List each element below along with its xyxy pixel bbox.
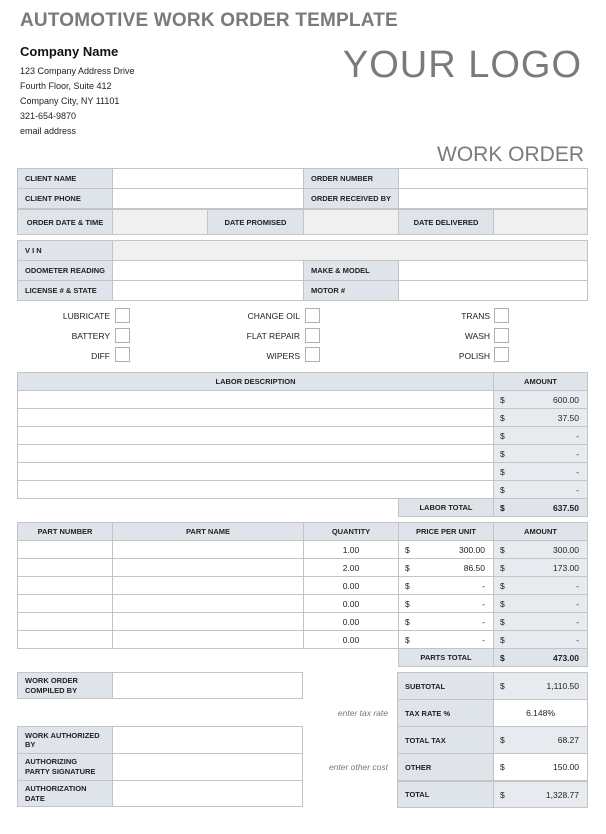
parts-amount-cell — [493, 558, 588, 577]
labor-description-row[interactable] — [17, 426, 494, 445]
service-change-oil-checkbox[interactable] — [305, 308, 320, 323]
parts-total-label: PARTS TOTAL — [398, 648, 494, 667]
signature-field[interactable] — [112, 753, 303, 781]
part-number-field[interactable] — [17, 576, 113, 595]
client-phone-field[interactable] — [112, 188, 304, 209]
parts-amount: - — [576, 580, 579, 591]
odometer-label: ODOMETER READING — [17, 260, 113, 281]
odometer-field[interactable] — [112, 260, 304, 281]
compiled-by-label-line1: WORK ORDER — [25, 675, 78, 685]
price-per-unit-field[interactable] — [398, 630, 494, 649]
service-battery-label: BATTERY — [71, 331, 110, 341]
labor-amount: 600.00 — [553, 394, 579, 405]
address-line-1: 123 Company Address Drive — [20, 66, 135, 76]
currency-symbol: $ — [500, 394, 505, 405]
labor-description-row[interactable] — [17, 462, 494, 481]
parts-total-value: 473.00 — [553, 652, 579, 663]
part-name-field[interactable] — [112, 558, 304, 577]
labor-description-row[interactable] — [17, 444, 494, 463]
order-date-time-label: ORDER DATE & TIME — [17, 208, 113, 235]
authorization-date-field[interactable] — [112, 780, 303, 807]
currency-symbol: $ — [500, 789, 505, 800]
labor-description-row[interactable] — [17, 480, 494, 499]
parts-amount: 173.00 — [553, 562, 579, 573]
price-value: - — [482, 616, 485, 627]
part-name-field[interactable] — [112, 540, 304, 559]
service-wash-label: WASH — [464, 331, 490, 341]
price-per-unit-field[interactable] — [398, 576, 494, 595]
quantity-field[interactable]: 0.00 — [303, 612, 399, 631]
parts-amount: - — [576, 598, 579, 609]
quantity-field[interactable]: 2.00 — [303, 558, 399, 577]
date-delivered-field[interactable] — [493, 208, 588, 235]
price-per-unit-field[interactable] — [398, 612, 494, 631]
authorized-by-field[interactable] — [112, 726, 303, 754]
part-name-field[interactable] — [112, 576, 304, 595]
signature-label-line1: AUTHORIZING — [25, 757, 78, 766]
date-promised-label: DATE PROMISED — [207, 208, 304, 235]
part-number-field[interactable] — [17, 540, 113, 559]
motor-field[interactable] — [398, 280, 588, 301]
total-cell — [493, 780, 588, 808]
price-value: 86.50 — [463, 562, 485, 573]
parts-amount-header: AMOUNT — [493, 522, 588, 541]
currency-symbol: $ — [500, 448, 505, 459]
price-per-unit-field[interactable] — [398, 558, 494, 577]
total-value: 1,328.77 — [545, 789, 579, 800]
service-diff-checkbox[interactable] — [115, 347, 130, 362]
labor-amount-header: AMOUNT — [493, 372, 588, 391]
labor-description-row[interactable] — [17, 408, 494, 427]
currency-symbol: $ — [500, 430, 505, 441]
total-label: TOTAL — [397, 780, 494, 808]
compiled-by-label — [17, 672, 113, 699]
service-flat-repair-label: FLAT REPAIR — [246, 331, 300, 341]
currency-symbol: $ — [500, 652, 505, 663]
date-delivered-label: DATE DELIVERED — [398, 208, 494, 235]
service-battery-checkbox[interactable] — [115, 328, 130, 343]
client-phone-label: CLIENT PHONE — [17, 188, 113, 209]
service-wipers-checkbox[interactable] — [305, 347, 320, 362]
license-state-label: LICENSE # & STATE — [17, 280, 113, 301]
quantity-field[interactable]: 1.00 — [303, 540, 399, 559]
labor-total-value: 637.50 — [553, 502, 579, 513]
part-name-field[interactable] — [112, 612, 304, 631]
company-email: email address — [20, 126, 77, 136]
signature-label-line2: PARTY SIGNATURE — [25, 767, 96, 776]
authorization-date-label — [17, 780, 113, 807]
price-value: - — [482, 580, 485, 591]
compiled-by-field[interactable] — [112, 672, 303, 699]
authorized-by-label: WORK AUTHORIZED BY — [17, 726, 113, 754]
company-phone: 321-654-9870 — [20, 111, 77, 121]
work-order-heading: WORK ORDER — [437, 143, 584, 166]
currency-symbol: $ — [500, 634, 505, 645]
labor-amount: - — [576, 430, 579, 441]
labor-amount-cell — [493, 426, 588, 445]
quantity-field[interactable]: 0.00 — [303, 630, 399, 649]
labor-amount: - — [576, 466, 579, 477]
compiled-by-label-line2: COMPILED BY — [25, 685, 78, 695]
price-per-unit-header: PRICE PER UNIT — [398, 522, 494, 541]
labor-amount-cell — [493, 408, 588, 427]
other-value: 150.00 — [553, 762, 579, 772]
currency-symbol: $ — [405, 634, 410, 645]
part-number-field[interactable] — [17, 594, 113, 613]
currency-symbol: $ — [500, 616, 505, 627]
currency-symbol: $ — [500, 412, 505, 423]
labor-amount: - — [576, 448, 579, 459]
labor-total-label: LABOR TOTAL — [398, 498, 494, 517]
service-change-oil-label: CHANGE OIL — [247, 311, 300, 321]
service-wash-checkbox[interactable] — [494, 328, 509, 343]
price-value: 300.00 — [459, 544, 485, 555]
parts-amount-cell — [493, 576, 588, 595]
labor-amount-cell — [493, 390, 588, 409]
currency-symbol: $ — [500, 681, 505, 691]
part-number-header: PART NUMBER — [17, 522, 113, 541]
subtotal-cell — [493, 672, 588, 700]
part-name-header: PART NAME — [112, 522, 304, 541]
service-trans-label: TRANS — [461, 311, 490, 321]
labor-amount: 37.50 — [557, 412, 579, 423]
license-state-field[interactable] — [112, 280, 304, 301]
price-per-unit-field[interactable] — [398, 594, 494, 613]
part-number-field[interactable] — [17, 630, 113, 649]
labor-description-header: LABOR DESCRIPTION — [17, 372, 494, 391]
authorization-date-label-line1: AUTHORIZATION — [25, 783, 87, 793]
labor-description-row[interactable] — [17, 390, 494, 409]
service-polish-checkbox[interactable] — [494, 347, 509, 362]
address-city: Company City, NY 11101 — [20, 96, 120, 106]
currency-symbol: $ — [500, 580, 505, 591]
service-diff-label: DIFF — [91, 351, 110, 361]
currency-symbol: $ — [500, 598, 505, 609]
authorization-date-label-line2: DATE — [25, 793, 45, 803]
currency-symbol: $ — [500, 502, 505, 513]
currency-symbol: $ — [405, 562, 410, 573]
part-number-field[interactable] — [17, 612, 113, 631]
price-value: - — [482, 634, 485, 645]
make-model-label: MAKE & MODEL — [303, 260, 399, 281]
tax-rate-label: TAX RATE % — [397, 699, 494, 727]
total-tax-label: TOTAL TAX — [397, 726, 494, 754]
parts-amount: - — [576, 634, 579, 645]
total-tax-cell — [493, 726, 588, 754]
vin-label: V I N — [17, 240, 113, 261]
labor-amount-cell — [493, 462, 588, 481]
currency-symbol: $ — [500, 484, 505, 495]
service-wipers-label: WIPERS — [266, 351, 300, 361]
labor-amount-cell — [493, 444, 588, 463]
quantity-field[interactable]: 0.00 — [303, 594, 399, 613]
quantity-header: QUANTITY — [303, 522, 399, 541]
parts-amount-cell — [493, 630, 588, 649]
parts-amount: - — [576, 616, 579, 627]
parts-amount-cell — [493, 594, 588, 613]
other-cost-hint: enter other cost — [328, 762, 388, 772]
parts-total-cell — [493, 648, 588, 667]
currency-symbol: $ — [405, 598, 410, 609]
service-lubricate-label: LUBRICATE — [62, 311, 110, 321]
parts-amount: 300.00 — [553, 544, 579, 555]
motor-label: MOTOR # — [303, 280, 399, 301]
part-name-field[interactable] — [112, 594, 304, 613]
currency-symbol: $ — [500, 466, 505, 477]
labor-amount: - — [576, 484, 579, 495]
service-flat-repair-checkbox[interactable] — [305, 328, 320, 343]
company-name: Company Name — [20, 44, 119, 59]
total-tax-value: 68.27 — [557, 735, 579, 745]
tax-rate-field[interactable]: 6.148% — [493, 699, 588, 727]
part-number-field[interactable] — [17, 558, 113, 577]
currency-symbol: $ — [500, 544, 505, 555]
currency-symbol: $ — [500, 735, 505, 745]
price-value: - — [482, 598, 485, 609]
client-name-label: CLIENT NAME — [17, 168, 113, 189]
service-polish-label: POLISH — [458, 351, 490, 361]
client-name-field[interactable] — [112, 168, 304, 189]
vin-field[interactable] — [112, 240, 588, 261]
currency-symbol: $ — [405, 616, 410, 627]
logo-placeholder: YOUR LOGO — [342, 44, 582, 86]
order-received-by-label: ORDER RECEIVED BY — [303, 188, 399, 209]
labor-amount-cell — [493, 480, 588, 499]
other-cost-field[interactable] — [493, 753, 588, 781]
quantity-field[interactable]: 0.00 — [303, 576, 399, 595]
currency-symbol: $ — [405, 544, 410, 555]
parts-amount-cell — [493, 540, 588, 559]
subtotal-value: 1,110.50 — [546, 681, 579, 691]
address-line-2: Fourth Floor, Suite 412 — [20, 81, 112, 91]
order-date-time-field[interactable] — [112, 208, 208, 235]
price-per-unit-field[interactable] — [398, 540, 494, 559]
currency-symbol: $ — [500, 562, 505, 573]
other-label: OTHER — [397, 753, 494, 781]
signature-label — [17, 753, 113, 781]
order-number-field[interactable] — [398, 168, 588, 189]
date-promised-field[interactable] — [303, 208, 399, 235]
service-lubricate-checkbox[interactable] — [115, 308, 130, 323]
currency-symbol: $ — [405, 580, 410, 591]
parts-amount-cell — [493, 612, 588, 631]
make-model-field[interactable] — [398, 260, 588, 281]
labor-total-cell — [493, 498, 588, 517]
order-number-label: ORDER NUMBER — [303, 168, 399, 189]
service-trans-checkbox[interactable] — [494, 308, 509, 323]
currency-symbol: $ — [500, 762, 505, 772]
subtotal-label: SUBTOTAL — [397, 672, 494, 700]
part-name-field[interactable] — [112, 630, 304, 649]
document-title: AUTOMOTIVE WORK ORDER TEMPLATE — [20, 10, 398, 31]
order-received-by-field[interactable] — [398, 188, 588, 209]
tax-rate-hint: enter tax rate — [337, 708, 388, 718]
